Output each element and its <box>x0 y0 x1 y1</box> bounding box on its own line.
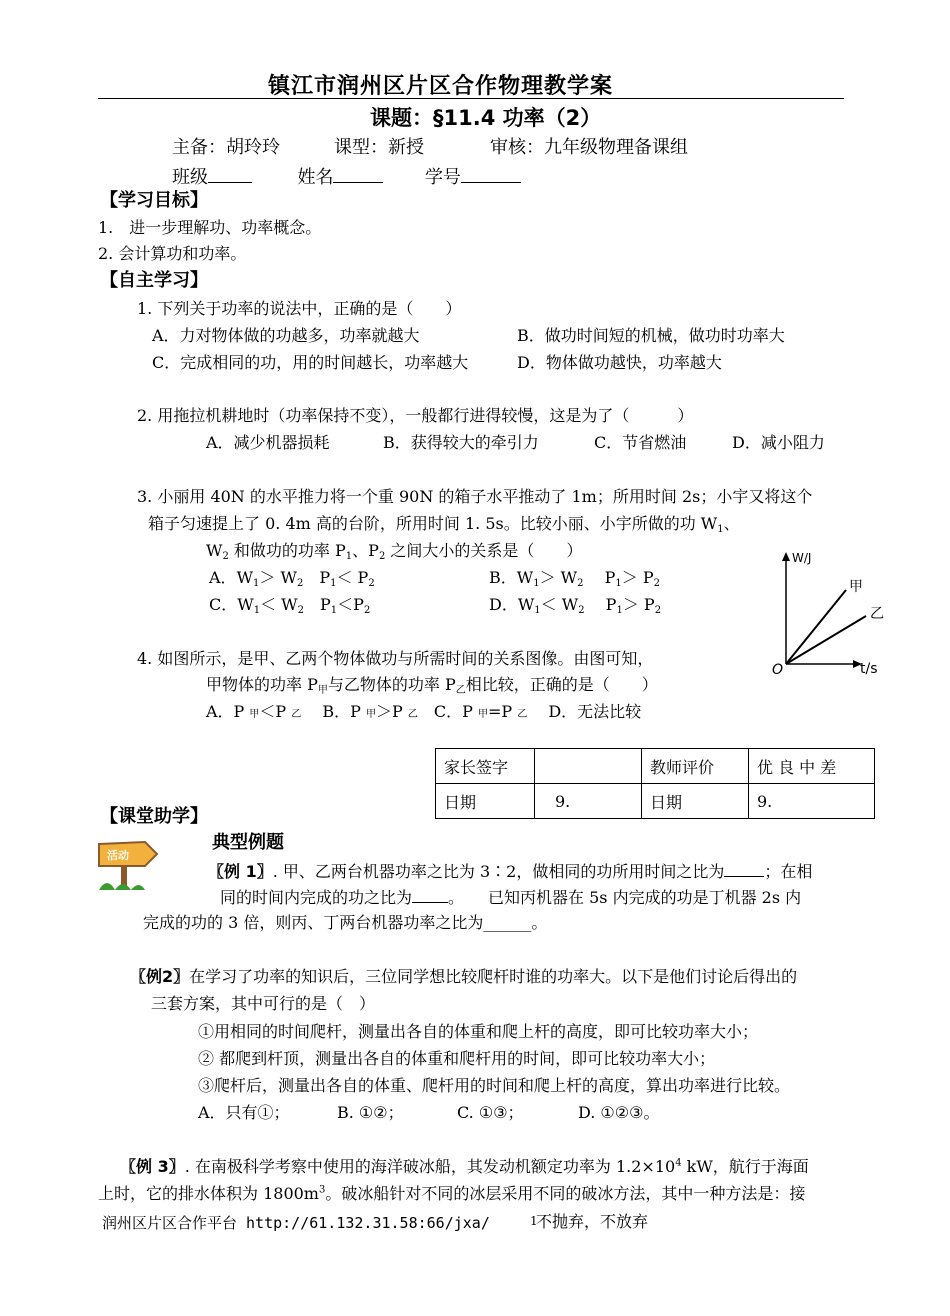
q3-option-a: A．$W_1> W_2$ $P_1< P_2$ <box>209 568 375 589</box>
q3-line1: 3. 小丽用 40N 的水平推力将一个重 90N 的箱子水平推动了 1m；所用时间 2s；小宇又将这个 <box>137 487 813 506</box>
q1-option-c: C．完成相同的功，用的时间越长，功率越大 <box>152 353 469 372</box>
q4-option-d: D．无法比较 <box>548 702 642 721</box>
q2-option-d: D．减小阻力 <box>732 433 825 452</box>
ratio-blank-1[interactable] <box>724 860 764 877</box>
example1-line1 <box>208 860 812 881</box>
q3-option-d: D．$W_1< W_2$ $P_1> P_2$ <box>489 595 662 616</box>
work-time-graph <box>770 546 890 681</box>
example3-line1 <box>120 1157 809 1176</box>
example1-text1: . 甲、乙两台机器功率之比为 3∶2，做相同的功所用时间之比为 <box>272 862 725 881</box>
ratio-blank-2[interactable] <box>412 886 448 903</box>
example2-choice-a: A．只有①； <box>198 1103 290 1122</box>
header-rule <box>98 98 844 99</box>
line-yi-label: 乙 <box>870 606 884 622</box>
class-blank[interactable] <box>208 164 252 183</box>
q4-line2-tail: 相比较，正确的是（ ） <box>465 675 658 694</box>
example1-text2: 同的时间内完成的功之比为 <box>220 888 413 907</box>
footer-platform[interactable]: 润州区片区合作平台 http://61.132.31.58:66/jxa/ <box>102 1214 490 1232</box>
x-axis-label: t/s <box>860 661 878 677</box>
goal-item: 2. 会计算功和功率。 <box>98 244 247 263</box>
y-axis-arrow-icon <box>782 552 790 561</box>
table-row <box>436 784 875 819</box>
q4-line2-pre: 甲物体的功率 P <box>206 675 318 694</box>
q3-b-label: B． <box>489 568 517 587</box>
footer-slogan: 不抛弃，不放弃 <box>536 1212 649 1231</box>
name-label: 姓名 <box>297 167 334 188</box>
example1-text2-tail: 。 已知丙机器在 5s 内完成的功是丁机器 2s 内 <box>448 888 802 907</box>
example1-line2 <box>220 886 801 907</box>
q4-options: A．P 甲＜P 乙 B．P 甲＞P 乙 C．P 甲=P 乙 D．无法比较 <box>206 702 642 721</box>
example1-line3: 完成的功的 3 倍，则丙、丁两台机器功率之比为______。 <box>143 913 548 932</box>
q4-line2 <box>206 675 658 697</box>
q4-line2-mid: 与乙物体的功率 P <box>327 675 456 694</box>
line-yi <box>786 616 866 664</box>
example3-text2: 上时，它的排水体积为 1800m <box>98 1184 319 1203</box>
footer-page-number: 1 <box>530 1214 538 1228</box>
q2-stem: 2. 用拖拉机耕地时（功率保持不变），一般都行进得较慢，这是为了（ ） <box>137 406 694 425</box>
example2-option2: ② 都爬到杆顶，测量出各自的体重和爬杆用的时间，即可比较功率大小； <box>198 1049 716 1068</box>
class-label: 班级 <box>172 167 208 188</box>
id-blank[interactable] <box>461 164 521 183</box>
y-axis-label: W/J <box>792 551 812 565</box>
exp-3: 3 <box>318 1184 326 1196</box>
activity-signpost-icon <box>95 836 161 892</box>
table-cell[interactable]: 9. <box>535 784 642 819</box>
example3-tag: 〖例 3〗 <box>120 1157 185 1176</box>
q2-option-a: A．减少机器损耗 <box>206 433 330 452</box>
lesson-type: 课型：新授 <box>334 137 424 158</box>
example2-option3: ③爬杆后，测量出各自的体重、爬杆用的时间和爬上杆的高度，算出功率进行比较。 <box>198 1076 791 1095</box>
example2-option1: ①用相同的时间爬杆，测量出各自的体重和爬上杆的高度，即可比较功率大小； <box>198 1022 759 1041</box>
lesson-title: 课题：§11.4 功率（2） <box>370 106 602 130</box>
q3-c-label: C． <box>209 595 238 614</box>
table-row <box>436 749 875 784</box>
example2-choice-d: D. ①②③。 <box>578 1103 660 1122</box>
q2-option-b: B．获得较大的牵引力 <box>383 433 539 452</box>
id-label: 学号 <box>424 167 461 188</box>
q3-d-label: D． <box>489 595 518 614</box>
classroom-heading: 【课堂助学】 <box>100 806 208 827</box>
example3-text1: . 在南极科学考察中使用的海洋破冰船，其发动机额定功率为 1.2×10 <box>184 1157 676 1176</box>
origin-label: O <box>772 662 784 678</box>
example1-text1-tail: ；在相 <box>764 862 813 881</box>
q1-option-b: B．做功时间短的机械，做功时功率大 <box>517 326 785 345</box>
line-jia <box>786 590 846 664</box>
example3-line2 <box>98 1184 805 1203</box>
sub-jia: 甲 <box>317 685 328 696</box>
example2-line2: 三套方案，其中可行的是（ ） <box>151 994 376 1013</box>
example2-choice-b: B. ①②； <box>337 1103 404 1122</box>
q3-line2-text: 箱子匀速提上了 0. 4m 高的台阶，所用时间 1. 5s。比较小丽、小宇所做的功 W <box>148 514 718 533</box>
self-study-heading: 【自主学习】 <box>100 270 208 291</box>
q1-option-d: D．物体做功越快，功率越大 <box>517 353 722 372</box>
reviewer: 审核：九年级物理备课组 <box>490 137 688 158</box>
q1-option-a: A．力对物体做的功越多，功率就越大 <box>152 326 420 345</box>
table-cell[interactable]: 优 良 中 差 <box>749 749 875 784</box>
q1-stem: 1. 下列关于功率的说法中，正确的是（ ） <box>137 299 462 318</box>
example2-choice-c: C. ①③； <box>457 1103 524 1122</box>
q3-a-label: A． <box>209 568 237 587</box>
q3-line3: $W_2$ 和做功的功率 $P_1$、$P_2$ 之间大小的关系是（ ） <box>206 541 583 562</box>
example2-line1 <box>130 967 797 986</box>
table-cell: 教师评价 <box>642 749 749 784</box>
preparer: 主备：胡玲玲 <box>172 137 280 158</box>
table-cell[interactable] <box>535 749 642 784</box>
example3-text2-tail: 。破冰船针对不同的冰层采用不同的破冰方法，其中一种方法是：接 <box>325 1184 806 1203</box>
school-title: 镇江市润州区片区合作物理教学案 <box>268 74 614 99</box>
example3-text1-tail: kW，航行于海面 <box>681 1157 809 1176</box>
table-cell: 家长签字 <box>436 749 535 784</box>
goals-heading: 【学习目标】 <box>100 190 208 211</box>
student-fields <box>172 164 521 189</box>
exp-4: 4 <box>675 1157 682 1169</box>
goal-item: 1. 进一步理解功、功率概念。 <box>98 218 322 237</box>
table-cell: 日期 <box>436 784 535 819</box>
q4-line1: 4. 如图所示，是甲、乙两个物体做功与所需时间的关系图像。由图可知， <box>137 649 654 668</box>
q3-option-b: B．$W_1> W_2$ $P_1> P_2$ <box>489 568 660 589</box>
example2-text1: 在学习了功率的知识后，三位同学想比较爬杆时谁的功率大。以下是他们讨论后得出的 <box>189 967 798 986</box>
examples-heading: 典型例题 <box>212 832 284 853</box>
name-blank[interactable] <box>333 164 383 183</box>
table-cell: 日期 <box>642 784 749 819</box>
line-jia-label: 甲 <box>849 579 863 595</box>
example2-tag: 〖例2〗 <box>130 967 190 986</box>
q3-option-c: C．$W_1< W_2$ $P_1<P_2$ <box>209 595 371 616</box>
q3-line3-tail: 之间大小的关系是（ ） <box>390 541 583 560</box>
table-cell[interactable]: 9. <box>749 784 875 819</box>
q2-option-c: C．节省燃油 <box>594 433 687 452</box>
q3-line2: 箱子匀速提上了 0. 4m 高的台阶，所用时间 1. 5s。比较小丽、小宇所做的功 $W_1$、 <box>148 514 740 535</box>
signature-table <box>435 748 875 819</box>
sub-yi: 乙 <box>455 685 466 696</box>
sign-text: 活动 <box>107 849 129 862</box>
example1-tag: 〖例 1〗 <box>208 862 273 881</box>
